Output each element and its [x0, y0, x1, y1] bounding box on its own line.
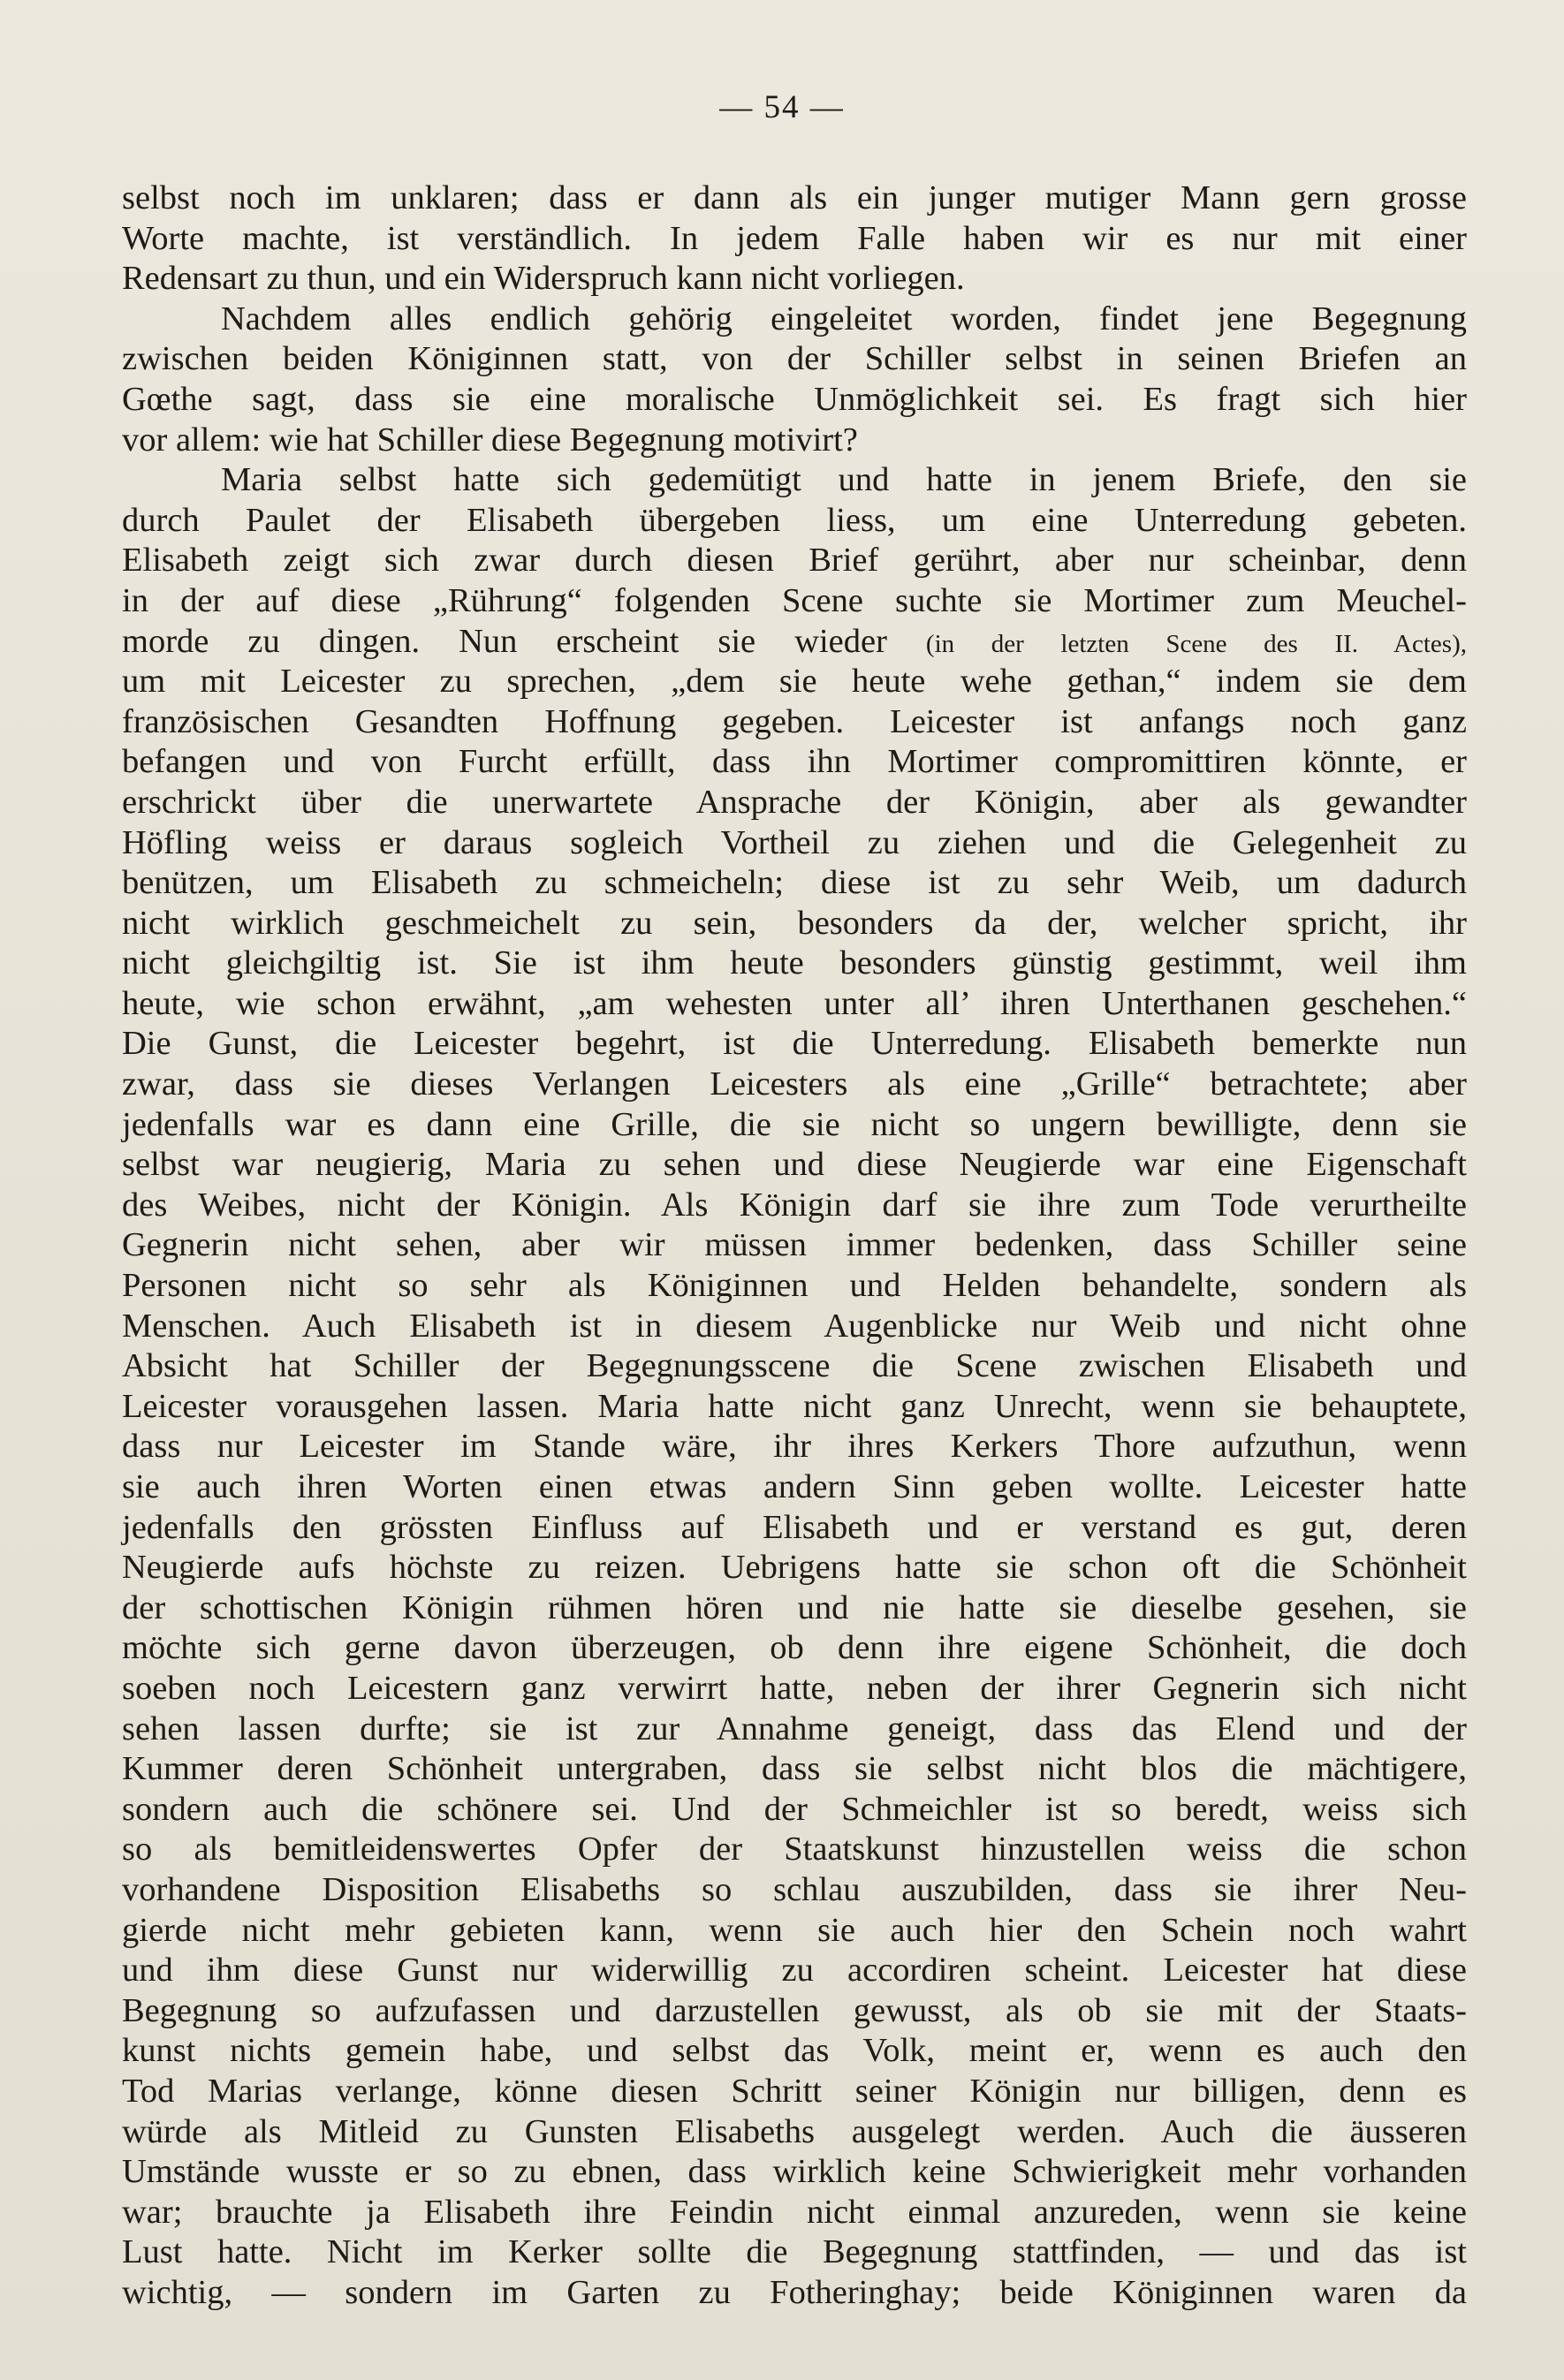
page-number: — 54 —: [719, 89, 845, 125]
text-line: Menschen. Auch Elisabeth ist in diesem Augenblicke nur Weib und nicht ohne: [122, 1307, 1467, 1345]
text-line: nicht wirklich geschmeichelt zu sein, besonders da der, welcher spricht, ihr: [122, 904, 1467, 942]
text-line: dass nur Leicester im Stande wäre, ihr ihres Kerkers Thore aufzuthun, wenn: [122, 1428, 1467, 1466]
text-line: der schottischen Königin rühmen hören und nie hatte sie dieselbe gesehen, sie: [122, 1588, 1467, 1626]
text-line: Worte machte, ist verständlich. In jedem Falle haben wir es nur mit einer: [122, 219, 1467, 257]
text-line: Gœthe sagt, dass sie eine moralische Unmöglichkeit sei. Es fragt sich hier: [122, 380, 1467, 418]
text-line: Umstände wusste er so zu ebnen, dass wirklich keine Schwierigkeit mehr vorhanden: [122, 2153, 1467, 2191]
text-line: vorhandene Disposition Elisabeths so schlau auszubilden, dass sie ihrer Neu-: [122, 1870, 1467, 1908]
text-line: zwischen beiden Königinnen statt, von der Schiller selbst in seinen Briefen an: [122, 340, 1467, 378]
text-line: heute, wie schon erwähnt, „am wehesten unter all’ ihren Unterthanen geschehen.“: [122, 984, 1467, 1022]
text-line: in der auf diese „Rührung“ folgenden Scene suchte sie Mortimer zum Meuchel-: [122, 581, 1467, 619]
text-line: Nachdem alles endlich gehörig eingeleitet worden, findet jene Begegnung: [221, 299, 1467, 337]
text-line: nicht gleichgiltig ist. Sie ist ihm heute besonders günstig gestimmt, weil ihm: [122, 944, 1467, 982]
text-line: [122, 2313, 1467, 2353]
text-line: erschrickt über die unerwartete Ansprache der Königin, aber als gewandter: [122, 783, 1467, 821]
text-line: vor allem: wie hat Schiller diese Begegnung motivirt?: [122, 421, 858, 459]
text-line: Lust hatte. Nicht im Kerker sollte die Begegnung stattfinden, — und das ist: [122, 2233, 1467, 2271]
text-line: Gegnerin nicht sehen, aber wir müssen immer bedenken, dass Schiller seine: [122, 1226, 1467, 1264]
text-line: soeben noch Leicestern ganz verwirrt hatte, neben der ihrer Gegnerin sich nicht: [122, 1669, 1467, 1707]
text-line: Die Gunst, die Leicester begehrt, ist die Unterredung. Elisabeth bemerkte nun: [122, 1025, 1467, 1063]
body-text: [122, 178, 1467, 2353]
text-line: französischen Gesandten Hoffnung gegeben. Leicester ist anfangs noch ganz: [122, 702, 1467, 740]
text-line: gierde nicht mehr gebieten kann, wenn sie auch hier den Schein noch wahrt: [122, 1911, 1467, 1949]
text-line: befangen und von Furcht erfüllt, dass ihn Mortimer compromittiren könnte, er: [122, 743, 1467, 781]
text-line: Kummer deren Schönheit untergraben, dass sie selbst nicht blos die mächtigere,: [122, 1750, 1467, 1788]
text-line-with-note: [122, 622, 1467, 663]
text-line: um mit Leicester zu sprechen, „dem sie heute wehe gethan,“ indem sie dem: [122, 663, 1467, 701]
text-line: jedenfalls den grössten Einfluss auf Elisabeth und er verstand es gut, deren: [122, 1508, 1467, 1546]
inline-note: (in der letzten Scene des II. Actes),: [925, 629, 1467, 658]
text-line: Leicester vorausgehen lassen. Maria hatte nicht ganz Unrecht, wenn sie behauptete,: [122, 1387, 1467, 1425]
text-line: benützen, um Elisabeth zu schmeicheln; diese ist zu sehr Weib, um dadurch: [122, 864, 1467, 902]
text-line: Neugierde aufs höchste zu reizen. Uebrigens hatte sie schon oft die Schönheit: [122, 1549, 1467, 1587]
text-line: sondern auch die schönere sei. Und der Schmeichler ist so beredt, weiss sich: [122, 1790, 1467, 1828]
text-line: sehen lassen durfte; sie ist zur Annahme geneigt, dass das Elend und der: [122, 1709, 1467, 1747]
text-line: kunst nichts gemein habe, und selbst das Volk, meint er, wenn es auch den: [122, 2032, 1467, 2070]
text-line: Maria selbst hatte sich gedemütigt und hatte in jenem Briefe, den sie: [221, 461, 1467, 499]
text-line: zwar, dass sie dieses Verlangen Leicesters als eine „Grille“ betrachtete; aber: [122, 1065, 1467, 1103]
text-line: wichtig, — sondern im Garten zu Fotheringhay; beide Königinnen waren da: [122, 2273, 1467, 2311]
text-line: war; brauchte ja Elisabeth ihre Feindin nicht einmal anzureden, wenn sie keine: [122, 2193, 1467, 2231]
text-line: selbst noch im unklaren; dass er dann als ein junger mutiger Mann gern grosse: [122, 179, 1467, 216]
text-line: möchte sich gerne davon überzeugen, ob denn ihre eigene Schönheit, die doch: [122, 1629, 1467, 1667]
text-line: so als bemitleidenswertes Opfer der Staatskunst hinzustellen weiss die schon: [122, 1830, 1467, 1868]
text-line: jedenfalls war es dann eine Grille, die sie nicht so ungern bewilligte, denn sie: [122, 1105, 1467, 1143]
text-segment: morde zu dingen. Nun erscheint sie wieder: [122, 622, 887, 660]
text-line: Absicht hat Schiller der Begegnungsscene die Scene zwischen Elisabeth und: [122, 1347, 1467, 1385]
text-line: und ihm diese Gunst nur widerwillig zu accordiren scheint. Leicester hat diese: [122, 1952, 1467, 1990]
text-line: sie auch ihren Worten einen etwas andern Sinn geben wollte. Leicester hatte: [122, 1468, 1467, 1505]
text-line: Elisabeth zeigt sich zwar durch diesen Brief gerührt, aber nur scheinbar, denn: [122, 542, 1467, 580]
text-line: Tod Marias verlange, könne diesen Schritt seiner Königin nur billigen, denn es: [122, 2072, 1467, 2110]
text-line: Redensart zu thun, und ein Widerspruch kann nicht vorliegen.: [122, 260, 965, 298]
text-line: Personen nicht so sehr als Königinnen und Helden behandelte, sondern als: [122, 1267, 1467, 1305]
text-line: selbst war neugierig, Maria zu sehen und diese Neugierde war eine Eigenschaft: [122, 1146, 1467, 1184]
text-line: des Weibes, nicht der Königin. Als Königin darf sie ihre zum Tode verurtheilte: [122, 1186, 1467, 1224]
text-line: würde als Mitleid zu Gunsten Elisabeths ausgelegt werden. Auch die äusseren: [122, 2112, 1467, 2150]
text-line: Begegnung so aufzufassen und darzustellen gewusst, als ob sie mit der Staats-: [122, 1991, 1467, 2029]
text-line: durch Paulet der Elisabeth übergeben liess, um eine Unterredung gebeten.: [122, 501, 1467, 539]
text-line: Höfling weiss er daraus sogleich Vortheil zu ziehen und die Gelegenheit zu: [122, 823, 1467, 861]
